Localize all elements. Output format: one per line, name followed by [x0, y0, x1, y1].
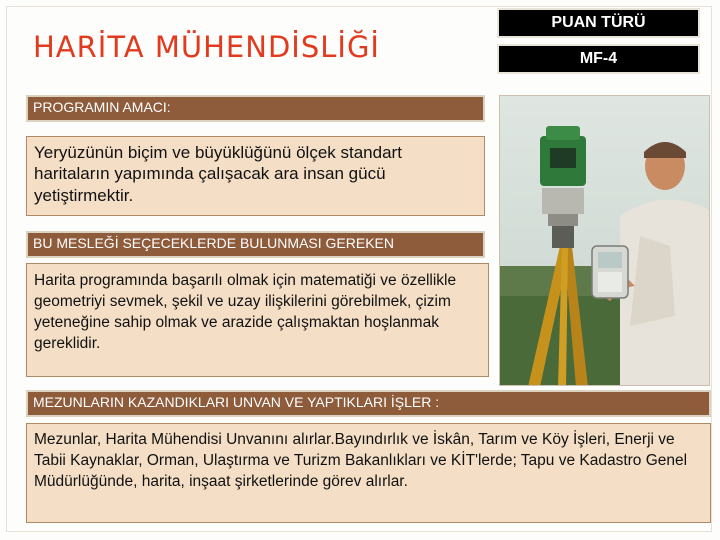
- page-title: HARİTA MÜHENDİSLİĞİ: [33, 30, 380, 64]
- score-code-badge: MF-4: [497, 44, 700, 74]
- jobs-text: Mezunlar, Harita Mühendisi Unvanını alırlar.Bayındırlık ve İskân, Tarım ve Köy İşleri, Enerji ve Tabii Kaynaklar, Orman, Ulaştırma ve Turizm Bakanlıkları ve KİT'lerde; Tapu ve Kadastro Genel Müdürlüğünde, harita, inşaat şirketlerinde görev alırlar.: [26, 423, 711, 523]
- purpose-text: Yeryüzünün biçim ve büyüklüğünü ölçek standart haritaların yapımında çalışacak ara insan gücü yetiştirmektir.: [26, 136, 485, 216]
- surveyor-illustration: [500, 96, 710, 386]
- traits-text: Harita programında başarılı olmak için matematiği ve özellikle geometriyi sevmek, şekil ve uzay ilişkilerini görebilmek, çizim yeteneğine sahip olmak ve arazide çalışmaktan hoşlanmak gereklidir.: [26, 263, 489, 377]
- surveyor-photo: [499, 95, 710, 386]
- jobs-heading: MEZUNLARIN KAZANDIKLARI UNVAN VE YAPTIKLARI İŞLER :: [26, 390, 711, 417]
- purpose-heading: PROGRAMIN AMACI:: [26, 95, 485, 122]
- score-type-badge: PUAN TÜRÜ: [497, 8, 700, 38]
- traits-heading: BU MESLEĞİ SEÇECEKLERDE BULUNMASI GEREKEN: [26, 231, 485, 258]
